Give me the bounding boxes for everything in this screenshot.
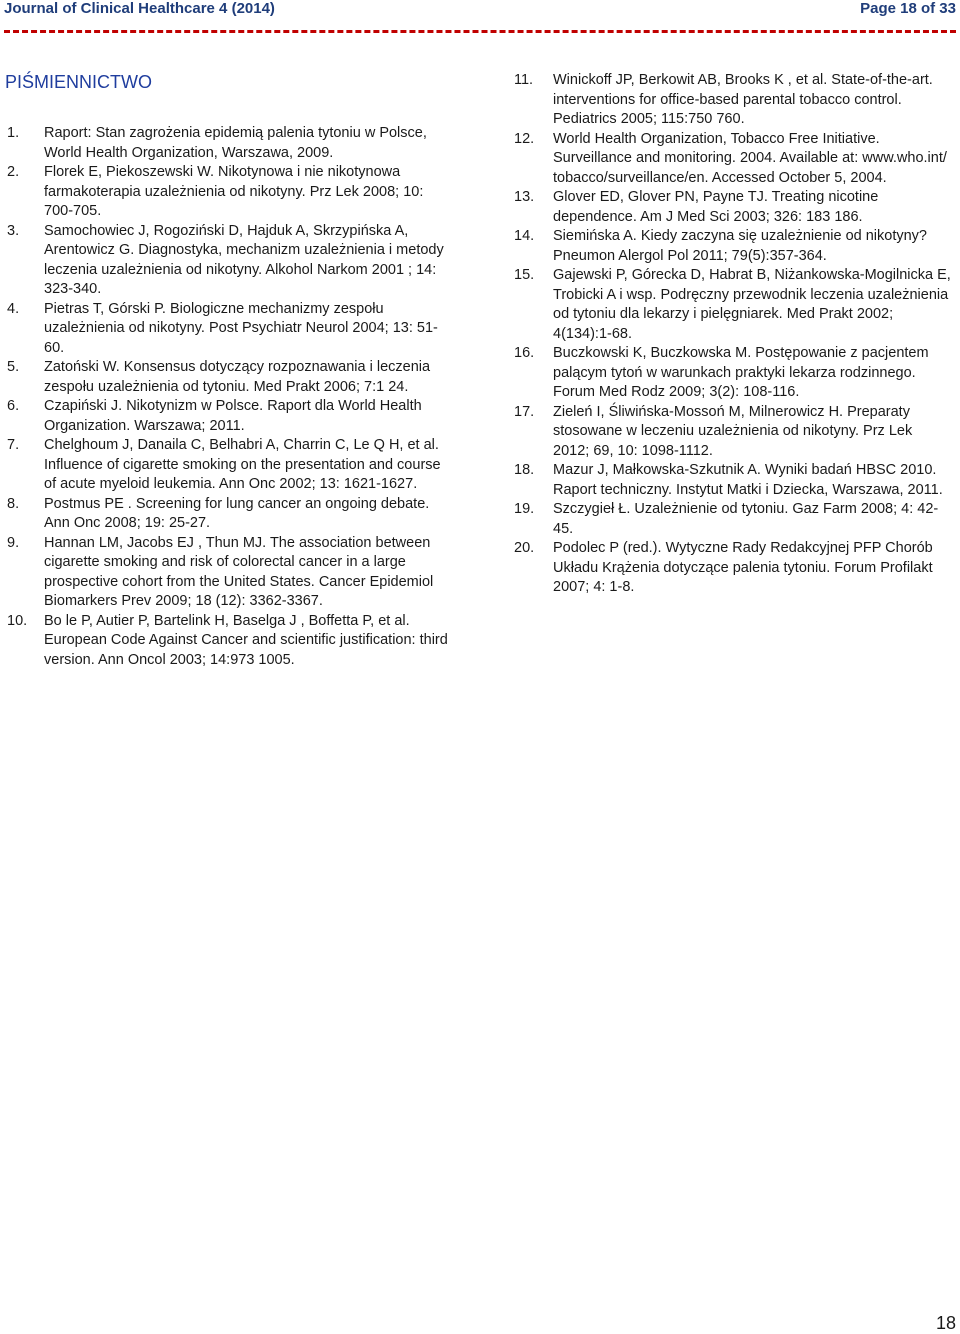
reference-number: 6. xyxy=(7,398,20,414)
reference-number: 4. xyxy=(7,300,20,317)
reference-number: 9. xyxy=(7,534,20,551)
reference-text: Hannan LM, Jacobs EJ , Thun MJ. The association between cigarette smoking and risk of colorectal cancer in a large prospective cohort from the United States. Cancer Epidemiol Biomarkers Prev 2009; 18 (12): 3362-3367. xyxy=(44,534,434,609)
reference-item xyxy=(7,124,449,163)
reference-item xyxy=(514,188,952,227)
header-rule xyxy=(4,30,956,33)
reference-text: Bo le P, Autier P, Bartelink H, Baselga J , Boffetta P, et al. European Code Against Cancer and scientific justification: third version. Ann Oncol 2003; 14:973 1005. xyxy=(44,612,448,668)
reference-item xyxy=(514,500,952,539)
reference-number: 1. xyxy=(7,125,20,141)
journal-title: Journal of Clinical Healthcare 4 (2014) xyxy=(4,0,275,17)
reference-number: 2. xyxy=(7,164,20,180)
references-right-column xyxy=(514,71,952,598)
section-title: PIŚMIENNICTWO xyxy=(5,72,152,92)
reference-item xyxy=(7,495,449,534)
reference-text: Samochowiec J, Rogoziński D, Hajduk A, Skrzypińska A, Arentowicz G. Diagnostyka, mechanizm uzależnienia i metody leczenia uzależnienia od nikotyny. Alkohol Narkom 2001 ; 14: 323-340. xyxy=(44,222,444,297)
reference-text: Postmus PE . Screening for lung cancer an ongoing debate. Ann Onc 2008; 19: 25-27. xyxy=(44,495,430,531)
reference-number: 16. xyxy=(514,345,535,361)
reference-item xyxy=(7,358,449,397)
reference-text: Zatoński W. Konsensus dotyczący rozpoznawania i leczenia zespołu uzależnienia od tytoniu. Med Prakt 2006; 7:1 24. xyxy=(44,359,431,395)
reference-text: Chelghoum J, Danaila C, Belhabri A, Charrin C, Le Q H, et al. Influence of cigarette smoking on the presentation and course of acute myeloid leukemia. Ann Onc 2002; 13: 1621-1627. xyxy=(44,437,441,492)
reference-text: Siemińska A. Kiedy zaczyna się uzależnienie od nikotyny? Pneumon Alergol Pol 2011; 79(5):357-364. xyxy=(553,228,927,264)
reference-text: Gajewski P, Górecka D, Habrat B, Niżankowska-Mogilnicka E, Trobicki A i wsp. Podręczny przewodnik leczenia uzależnienia od tytoniu dla lekarzy i pielęgniarek. Med Prakt 2002; 4(134):1-68. xyxy=(553,267,951,342)
reference-number: 20. xyxy=(514,540,535,556)
reference-text: Glover ED, Glover PN, Payne TJ. Treating nicotine dependence. Am J Med Sci 2003; 326: 183 186. xyxy=(553,189,879,225)
reference-number: 18. xyxy=(514,462,535,478)
reference-number: 19. xyxy=(514,501,535,517)
reference-item xyxy=(7,397,449,436)
reference-number: 15. xyxy=(514,267,535,283)
reference-number: 3. xyxy=(7,222,20,239)
reference-number: 13. xyxy=(514,189,535,205)
reference-item xyxy=(7,222,449,300)
reference-item xyxy=(514,71,952,130)
reference-item xyxy=(7,300,449,359)
reference-text: World Health Organization, Tobacco Free Initiative. Surveillance and monitoring. 2004. Available at: www.who.int/ tobacco/surveillance/en. Accessed October 5, 2004. xyxy=(553,130,947,186)
reference-item xyxy=(514,266,952,344)
reference-item xyxy=(514,227,952,266)
reference-item xyxy=(7,534,449,612)
reference-text: Winickoff JP, Berkowit AB, Brooks K , et al. State-of-the-art. interventions for office-based parental tobacco control. Pediatrics 2005; 115:750 760. xyxy=(553,72,933,127)
reference-text: Czapiński J. Nikotynizm w Polsce. Raport dla World Health Organization. Warszawa; 2011. xyxy=(44,398,422,434)
reference-text: Zieleń I, Śliwińska-Mossoń M, Milnerowicz H. Preparaty stosowane w leczeniu uzależnienia od nikotyny. Prz Lek 2012; 69, 10: 1098-1112. xyxy=(553,403,913,459)
page-header xyxy=(4,0,956,22)
reference-number: 7. xyxy=(7,437,20,453)
reference-item xyxy=(7,612,449,671)
reference-number: 5. xyxy=(7,359,20,375)
references-left-column xyxy=(7,124,449,670)
reference-number: 8. xyxy=(7,495,20,512)
reference-text: Buczkowski K, Buczkowska M. Postępowanie z pacjentem palącym tytoń w warunkach praktyki lekarza rodzinnego. Forum Med Rodz 2009; 3(2): 108-116. xyxy=(553,345,929,400)
reference-text: Szczygieł Ł. Uzależnienie od tytoniu. Gaz Farm 2008; 4: 42-45. xyxy=(553,501,939,537)
reference-text: Raport: Stan zagrożenia epidemią palenia tytoniu w Polsce, World Health Organization, Warszawa, 2009. xyxy=(44,125,427,161)
reference-item xyxy=(514,344,952,403)
reference-number: 14. xyxy=(514,228,535,244)
reference-item xyxy=(514,539,952,598)
reference-number: 17. xyxy=(514,403,535,420)
page-label: Page 18 of 33 xyxy=(860,0,956,17)
reference-item xyxy=(7,436,449,495)
reference-item xyxy=(7,163,449,222)
reference-text: Mazur J, Małkowska-Szkutnik A. Wyniki badań HBSC 2010. Raport techniczny. Instytut Matki i Dziecka, Warszawa, 2011. xyxy=(553,462,943,498)
reference-item xyxy=(514,461,952,500)
reference-text: Podolec P (red.). Wytyczne Rady Redakcyjnej PFP Chorób Układu Krążenia dotyczące palenia tytoniu. Forum Profilakt 2007; 4: 1-8. xyxy=(553,540,933,595)
reference-number: 11. xyxy=(514,72,534,88)
reference-number: 10. xyxy=(7,612,28,629)
reference-text: Florek E, Piekoszewski W. Nikotynowa i nie nikotynowa farmakoterapia uzależnienia od nikotyny. Prz Lek 2008; 10: 700-705. xyxy=(44,164,424,219)
reference-text: Pietras T, Górski P. Biologiczne mechanizmy zespołu uzależnienia od nikotyny. Post Psychiatr Neurol 2004; 13: 51-60. xyxy=(44,300,438,356)
page-number: 18 xyxy=(935,1313,956,1333)
reference-number: 12. xyxy=(514,130,535,147)
reference-item xyxy=(514,403,952,462)
reference-item xyxy=(514,130,952,189)
